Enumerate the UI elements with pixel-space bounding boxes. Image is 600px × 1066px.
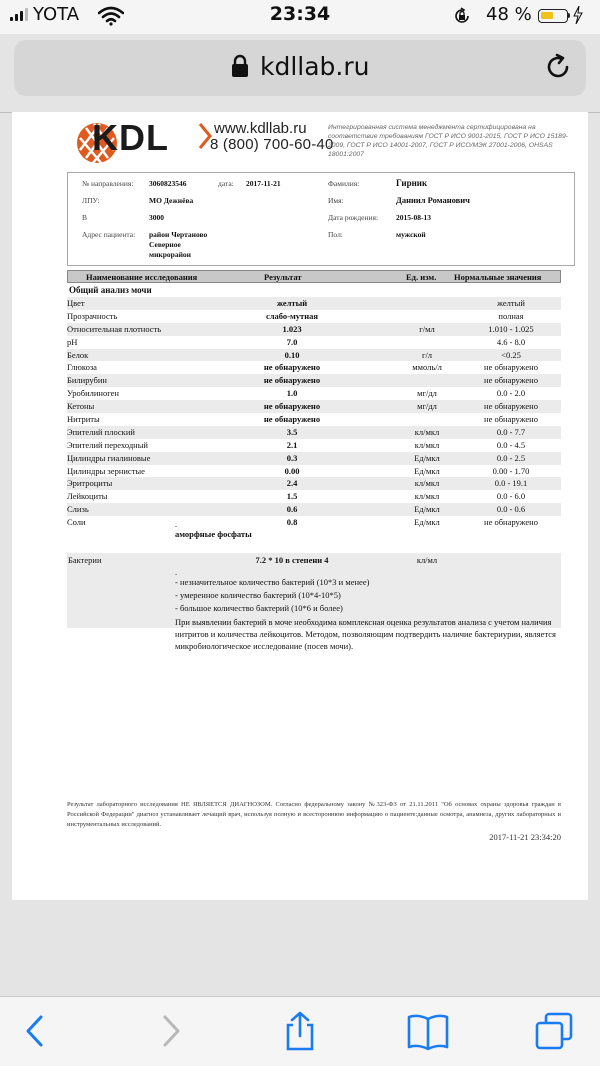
lock-icon: [230, 54, 250, 78]
bacteria-note: При выявлении бактерий в моче необходима комплексная оценка результатов анализа с учетом наличия нитритов и количества лейкоцитов. Методом, позволяющим подтвердить наличие бактериурии, является микробиологическое исследование (посев мочи).: [175, 617, 556, 651]
bacteria-row: [67, 553, 561, 651]
bacteria-dot: .: [175, 567, 178, 577]
cell-name: Эпителий переходный: [67, 439, 148, 450]
table-row: [67, 349, 561, 362]
certification-text: Интегрированная система менеджмента сертифицирована на соответствие требованиям ГОСТ Р ИСО 9001-2015, ГОСТ Р ИСО 15189-2009, ГОСТ Р ИСО 14001-2007, ГОСТ Р ИСО/МЭК 27001-2006, OHSAS 18001:2007: [328, 124, 568, 158]
cell-unit: мг/дл: [417, 401, 437, 412]
cell-result: желтый: [276, 298, 308, 308]
cell-result: 2.1: [286, 439, 298, 450]
bookmarks-button[interactable]: [406, 1011, 450, 1051]
bacteria-result: 7.2 * 10 в степени 4: [255, 555, 329, 565]
charging-icon: [573, 6, 583, 24]
table-row: [67, 490, 561, 503]
cell-normal: 1.010 - 1.025: [488, 323, 534, 334]
table-row: [67, 310, 561, 323]
report-timestamp: 2017-11-21 23:34:20: [489, 832, 561, 842]
bacteria-scale-item: - умеренное количество бактерий (10*4-10*5): [175, 590, 341, 600]
cell-normal: <0.25: [501, 349, 521, 360]
cell-normal: 0.0 - 2.5: [496, 452, 526, 463]
forward-button[interactable]: [150, 1011, 190, 1051]
tabs-button[interactable]: [534, 1011, 574, 1051]
cell-name: Цвет: [67, 298, 85, 308]
share-button[interactable]: [280, 1011, 320, 1051]
status-bar: [0, 0, 600, 34]
cell-result: 0.10: [284, 349, 300, 360]
cell-normal: 0.0 - 0.6: [496, 504, 526, 515]
cell-name: Цилиндры зернистые: [67, 465, 145, 476]
table-row: [67, 452, 561, 465]
battery-percent: 48 %: [486, 4, 532, 25]
sex-label: Пол:: [328, 230, 343, 239]
cell-result: 3.5: [286, 426, 298, 437]
cell-unit: Ед/мкл: [414, 504, 440, 515]
carrier-name: YOTA: [33, 4, 80, 25]
cell-normal: не обнаружено: [484, 401, 538, 412]
cell-result: не обнаружено: [263, 362, 321, 373]
cell-result: слабо-мутная: [266, 310, 318, 321]
header-unit: Ед. изм.: [406, 272, 437, 282]
date-label: дата:: [218, 179, 234, 188]
cell-unit: мг/дл: [417, 388, 437, 399]
salts-dot: .: [175, 520, 177, 529]
cell-name: pH: [67, 336, 78, 347]
cell-normal: 0.0 - 19.1: [494, 478, 528, 489]
cell-normal: не обнаружено: [484, 517, 538, 528]
cell-name: Билирубин: [67, 375, 107, 386]
patient-info-box: [67, 172, 575, 266]
cell-unit: ммоль/л: [412, 362, 442, 373]
bacteria-name: Бактерии: [68, 555, 102, 565]
cell-unit: кл/мкл: [414, 439, 440, 450]
cell-result: не обнаружено: [263, 401, 321, 412]
cell-name: Эритроциты: [67, 478, 113, 489]
address-bar[interactable]: [14, 40, 586, 96]
cell-name: Прозрачность: [67, 310, 118, 321]
salts-note: аморфные фосфаты: [175, 529, 252, 539]
cell-normal: 0.0 - 2.0: [496, 388, 526, 399]
cell-result: 0.6: [286, 504, 298, 515]
cell-result: 1.5: [286, 491, 298, 502]
birth-label: Дата рождения:: [328, 213, 379, 222]
table-row: [67, 426, 561, 439]
cell-name: Уробилиноген: [67, 388, 119, 399]
cell-normal: 4.6 - 8.0: [496, 336, 526, 347]
name-value: Даниил Романович: [396, 195, 470, 205]
referral-label: № направления:: [82, 179, 134, 188]
birth-value: 2015-08-13: [396, 213, 431, 222]
cell-result: не обнаружено: [263, 414, 321, 425]
name-label: Имя:: [328, 196, 344, 205]
back-button[interactable]: [16, 1011, 56, 1051]
cell-result: 7.0: [286, 336, 298, 347]
cell-unit: кл/мкл: [414, 426, 440, 437]
url-text[interactable]: kdllab.ru: [260, 52, 370, 81]
cell-normal: не обнаружено: [484, 362, 538, 373]
cell-name: Цилиндры гиалиновые: [67, 452, 151, 463]
address-value-1: район Чертаново: [149, 230, 208, 239]
cell-result: 0.00: [284, 465, 300, 476]
v-label: В: [82, 213, 88, 222]
table-row: [67, 374, 561, 387]
table-row: [67, 387, 561, 400]
cell-result: 0.8: [286, 517, 298, 528]
lab-phone: 8 (800) 700-60-40: [210, 136, 334, 153]
cell-unit: г/л: [421, 349, 433, 360]
cell-unit: кл/мкл: [414, 491, 440, 502]
orientation-lock-icon: [453, 7, 471, 25]
cell-unit: Ед/мкл: [414, 517, 440, 528]
cell-normal: 0.0 - 6.0: [496, 491, 526, 502]
table-row: [67, 477, 561, 490]
bacteria-unit: кл/мл: [416, 555, 438, 565]
cell-name: Нитриты: [67, 414, 100, 425]
cell-normal: желтый: [497, 298, 525, 308]
cell-name: Относительная плотность: [67, 323, 162, 334]
header-name: Наименование исследования: [86, 272, 198, 282]
address-value-2: Северное: [149, 240, 181, 249]
back-icon: [16, 1011, 56, 1051]
cell-name: Эпителий плоский: [67, 426, 135, 437]
report-page: [12, 112, 588, 900]
sex-value: мужской: [396, 230, 426, 239]
cell-name: Слизь: [67, 504, 89, 515]
cell-normal: не обнаружено: [484, 414, 538, 425]
cell-result: 2.4: [286, 478, 298, 489]
table-row: [67, 361, 561, 374]
battery-icon: [538, 9, 568, 23]
clock: 23:34: [269, 3, 331, 25]
cell-name: Соли: [67, 517, 86, 528]
bookmarks-icon: [406, 1011, 450, 1051]
header-normal: Нормальные значения: [454, 272, 542, 282]
lpu-label: ЛПУ:: [82, 196, 100, 205]
section-title: Общий анализ мочи: [69, 285, 152, 295]
cell-unit: Ед/мкл: [414, 465, 440, 476]
cell-result: не обнаружено: [263, 375, 321, 386]
results-table-body: [67, 297, 561, 529]
address-value-3: микрорайон: [149, 250, 191, 259]
cell-name: Лейкоциты: [67, 491, 108, 502]
cell-normal: 0.0 - 7.7: [496, 426, 526, 437]
cell-result: 1.023: [282, 323, 302, 334]
date-value: 2017-11-21: [246, 179, 281, 188]
table-row: [67, 413, 561, 426]
table-row: [67, 503, 561, 516]
results-table-header: [67, 270, 561, 283]
lab-website: www.kdllab.ru: [214, 120, 307, 137]
brand-name: KDL: [92, 117, 169, 158]
cell-normal: 0.0 - 4.5: [496, 439, 526, 450]
cell-unit: Ед/мкл: [414, 452, 440, 463]
share-icon: [280, 1011, 320, 1051]
cell-normal: 0.00 - 1.70: [492, 465, 530, 476]
table-row: [67, 465, 561, 478]
referral-value: 3060823546: [149, 179, 187, 188]
surname-label: Фамилия:: [328, 179, 360, 188]
reload-icon[interactable]: [544, 53, 572, 81]
cell-normal: полная: [498, 310, 524, 321]
surname-value: Гирник: [396, 178, 428, 188]
table-row: [67, 516, 561, 529]
table-row: [67, 323, 561, 336]
cell-name: Кетоны: [67, 401, 95, 412]
bacteria-scale-item: - незначительное количество бактерий (10*3 и менее): [175, 577, 370, 587]
cell-result: 1.0: [286, 388, 298, 399]
disclaimer: Результат лабораторного исследования НЕ ЯВЛЯЕТСЯ ДИАГНОЗОМ. Согласно федеральному закону №323-ФЗ от 21.11.2011 "Об основах охраны здоровья граждан в Российской Федерации" диагноз устанавливает лечащий врач, используя полную и всестороннюю информацию о пациенте:данные осмотра, анамнеза, других лабораторных и инструментальных исследований.: [67, 801, 561, 828]
cell-normal: не обнаружено: [484, 375, 538, 386]
table-row: [67, 439, 561, 452]
header-result: Результат: [264, 272, 302, 282]
lpu-value: МО Дежнёва: [149, 196, 194, 205]
table-row: [67, 336, 561, 349]
browser-toolbar: [0, 996, 600, 1066]
table-row: [67, 297, 561, 310]
table-row: [67, 400, 561, 413]
cell-unit: г/мл: [419, 323, 435, 334]
cell-name: Глюкоза: [67, 362, 97, 373]
bacteria-scale-item: - большое количество бактерий (10*6 и более): [175, 603, 343, 613]
cell-name: Белок: [67, 349, 89, 360]
tabs-icon: [534, 1011, 574, 1051]
cell-result: 0.3: [286, 452, 298, 463]
forward-icon: [150, 1011, 190, 1051]
v-value: 3000: [149, 213, 164, 222]
cell-unit: кл/мкл: [414, 478, 440, 489]
address-label: Адрес пациента:: [82, 230, 136, 239]
